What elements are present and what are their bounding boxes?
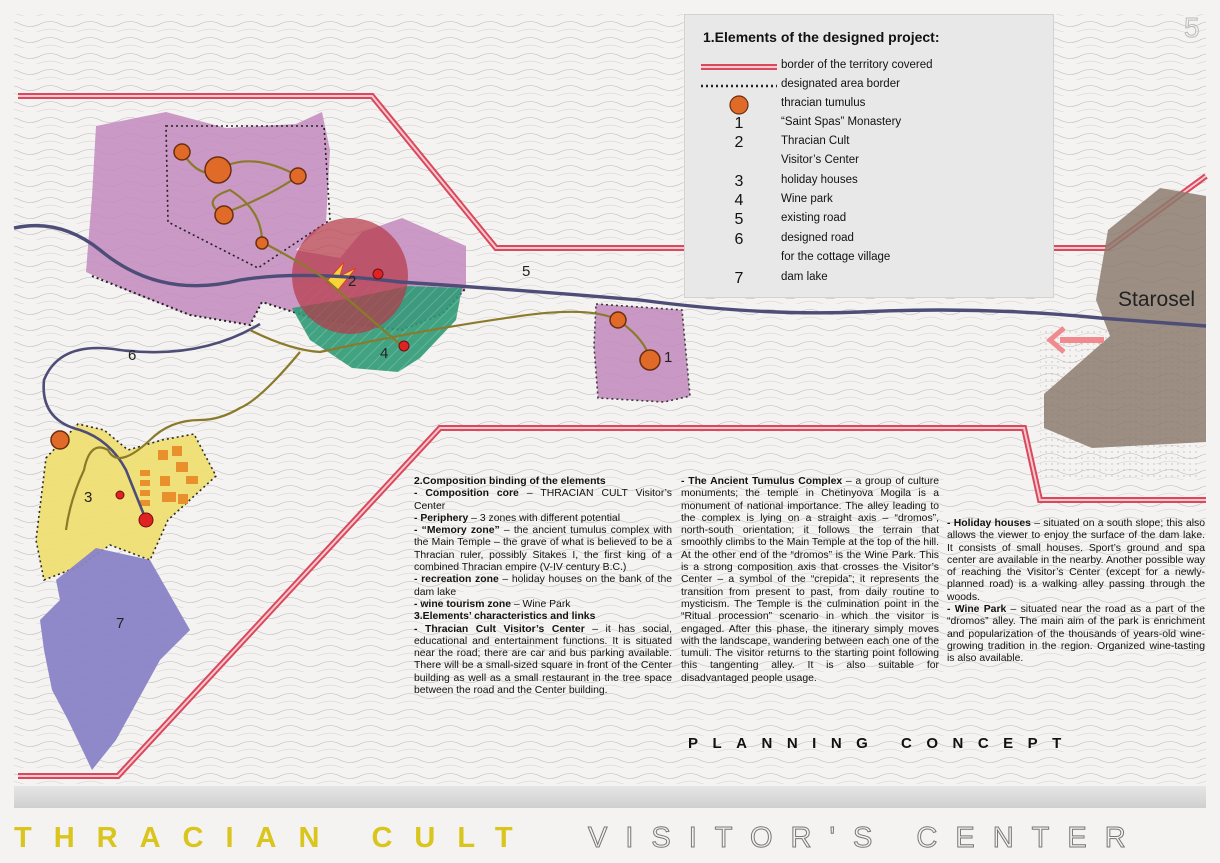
- village-label: Starosel: [1118, 288, 1196, 311]
- legend-number: 6: [734, 230, 744, 248]
- legend-row: [685, 249, 1053, 268]
- map-number-6: 6: [128, 347, 137, 364]
- tumulus-icon: [51, 431, 69, 449]
- map-number-3: 3: [84, 489, 93, 506]
- legend-label: dam lake: [781, 271, 828, 283]
- paragraph: - The Ancient Tumulus Complex – a group of culture monuments; the temple in Chetinyova Mogila is a monument of national importance. The alley leading to the complex is lying on a straight axis – “dromos”, north-south orientation; it follows the terrain that smoothly climbs to the Main Temple at the top of the hill. At the other end of the “dromos” is the Wine Park. This is a strong composition axis that crosses the Visitor’s Center – a symbol of the “crepida”; it represents the transition from present to past, from daily routine to mysticism. The Temple is the culmination point in the “Ritual procession” scenario in which the visitor is engaged. After this phase, the itinerary simply moves with the landscape, wandering between each one of the tumuli. The visitor returns to the starting point following this tangenting alley. It is also suitable for disadvantaged people usage.: [681, 476, 939, 684]
- legend-label: border of the territory covered: [781, 59, 933, 71]
- legend-title: 1.Elements of the designed project:: [703, 29, 940, 45]
- legend-label: Wine park: [781, 193, 833, 205]
- paragraph: - Holiday houses – situated on a south slope; this also allows the viewer to enjoy the surface of the dam lake. It consists of small houses. Sport’s ground and spa center are available in the nearby. Another possible way of reaching the Visitor’s Center (except for a newly-planned road) is a walking alley passing through the woods.: [947, 518, 1206, 603]
- legend-row: [685, 172, 1053, 191]
- legend-label: holiday houses: [781, 174, 858, 186]
- paragraph: - Composition core – THRACIAN CULT Visitor’s Center: [414, 488, 672, 512]
- dotted-line-icon: [699, 76, 779, 95]
- map-number-2: 2: [348, 273, 357, 290]
- legend-number: 5: [734, 210, 744, 228]
- map-number-4: 4: [380, 345, 389, 362]
- paragraph: - Periphery – 3 zones with different potential: [414, 512, 621, 524]
- legend-row: [685, 133, 1053, 152]
- legend-label: thracian tumulus: [781, 97, 866, 109]
- red-border-line-icon: [699, 57, 779, 76]
- text-column-composition: [414, 476, 672, 697]
- legend-row: [685, 210, 1053, 229]
- legend-row: [685, 57, 1053, 76]
- map-number-5: 5: [522, 263, 531, 280]
- paragraph: 3.Elements’ characteristics and links: [414, 611, 596, 623]
- legend-number: 4: [734, 191, 744, 209]
- legend-row: [685, 191, 1053, 210]
- page-number: 5: [1184, 12, 1200, 43]
- paragraph: - Wine Park – situated near the road as a part of the “dromos” alley. The main aim of the park is enrichment and popularization of the thousands of years-old wine-growing tradition in the region. Organized wine-tasting is also available.: [947, 604, 1205, 665]
- legend-row: [685, 114, 1053, 133]
- tumulus-icon: [640, 350, 660, 370]
- tumulus-icon: [205, 157, 231, 183]
- planning-concept-title: PLANNING CONCEPT: [688, 735, 1076, 752]
- legend-label: for the cottage village: [781, 251, 891, 263]
- footer-title: [0, 822, 1220, 862]
- map-number-1: 1: [664, 349, 673, 366]
- text-column-tumulus: [681, 476, 939, 685]
- legend-row: [685, 95, 1053, 114]
- tumulus-icon: [174, 144, 190, 160]
- legend-row: [685, 152, 1053, 171]
- legend-row: [685, 76, 1053, 95]
- legend-label: designated area border: [781, 78, 900, 90]
- paragraph: - Thracian Cult Visitor’s Center – it has social, educational and entertainment functions. It is situated near the road; there are car and bus parking available. There will be a small-sized square in front of the Center building as well as a small restaurant in the tree space between the road and the Center building.: [414, 623, 672, 697]
- legend-label: existing road: [781, 212, 847, 224]
- paragraph: - wine tourism zone – Wine Park: [414, 598, 571, 610]
- legend-number: 3: [734, 172, 744, 190]
- paragraph: - recreation zone – holiday houses on the bank of the dam lake: [414, 574, 672, 598]
- legend-number: 1: [734, 114, 744, 132]
- tumulus-icon: [290, 168, 306, 184]
- legend-label: “Saint Spas” Monastery: [781, 116, 902, 128]
- legend-number: 7: [734, 269, 744, 287]
- legend-label: Visitor’s Center: [781, 154, 859, 166]
- map-number-7: 7: [116, 615, 125, 632]
- text-column-holiday-wine: [947, 518, 1205, 666]
- paragraph: 2.Composition binding of the elements: [414, 476, 606, 487]
- legend-number: 2: [734, 133, 744, 151]
- tumulus-icon: [215, 206, 233, 224]
- paragraph: - “Memory zone” – the ancient tumulus complex with the Main Temple – the grave of what is believed to be a Thracian ruler, possibly Sitakes I, the first king of a combined Thracian empire (V-IV century B.C.): [414, 525, 672, 574]
- tumulus-icon: [256, 237, 268, 249]
- legend: [684, 14, 1054, 298]
- legend-row: [685, 269, 1053, 288]
- legend-label: Thracian Cult: [781, 135, 850, 147]
- footer-title-right: VISITOR'S CENTER: [588, 822, 1144, 854]
- bottom-band: [14, 786, 1206, 808]
- orange-circle-icon: [699, 95, 779, 114]
- legend-row: [685, 230, 1053, 249]
- tumulus-icon: [610, 312, 626, 328]
- footer-title-left: THRACIAN CULT: [14, 822, 535, 854]
- legend-label: designed road: [781, 232, 854, 244]
